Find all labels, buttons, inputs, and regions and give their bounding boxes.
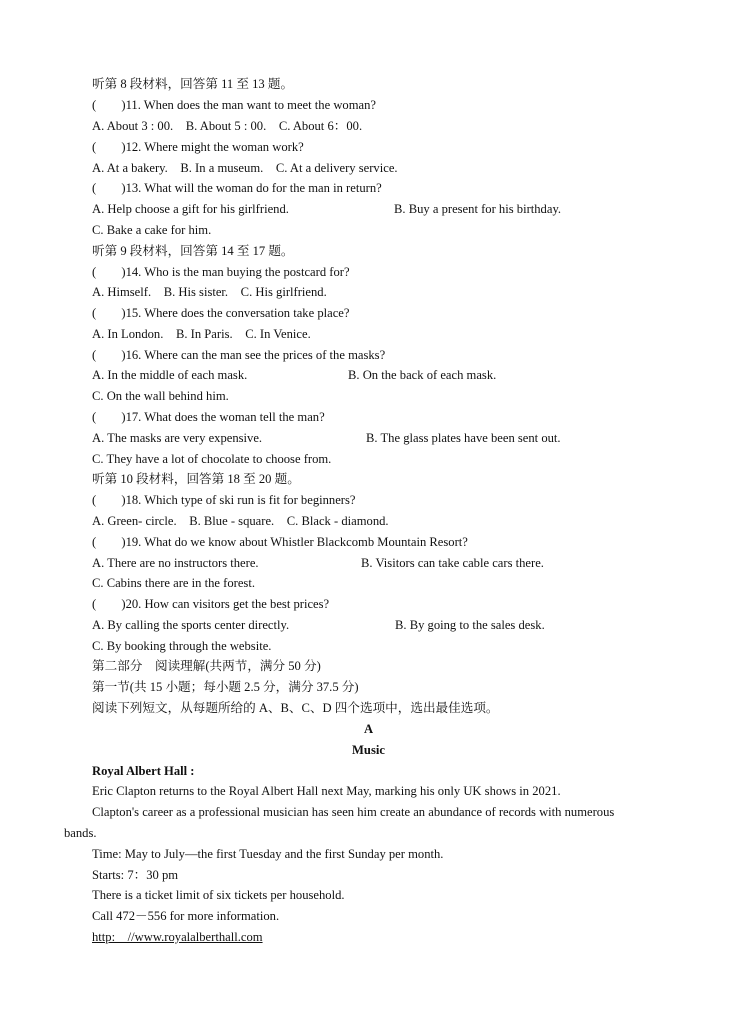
question-19-option-b: B. Visitors can take cable cars there.: [361, 556, 544, 570]
question-15-options: A. In London. B. In Paris. C. In Venice.: [92, 327, 311, 341]
time-info: Time: May to July—the first Tuesday and the first Sunday per month.: [92, 847, 444, 861]
section-one-title: 第一节(共 15 小题；每小题 2.5 分，满分 37.5 分): [92, 680, 359, 694]
part-two-title: 第二部分 阅读理解(共两节，满分 50 分): [92, 659, 321, 673]
website-link[interactable]: http: //www.royalalberthall.com: [92, 930, 263, 944]
question-20-option-a: A. By calling the sports center directly.: [92, 618, 290, 632]
section-9-heading: 听第 9 段材料，回答第 14 至 17 题。: [92, 244, 294, 258]
section-10-heading: 听第 10 段材料，回答第 18 至 20 题。: [92, 472, 300, 486]
question-13: ( )13. What will the woman do for the man in return?: [92, 181, 382, 195]
passage-letter: A: [363, 722, 374, 736]
question-12-options: A. At a bakery. B. In a museum. C. At a delivery service.: [92, 161, 398, 175]
question-13-option-b: B. Buy a present for his birthday.: [394, 202, 562, 216]
question-14: ( )14. Who is the man buying the postcard for?: [92, 265, 350, 279]
question-20-option-c: C. By booking through the website.: [92, 639, 272, 653]
question-16-option-a: A. In the middle of each mask.: [92, 368, 248, 382]
question-16-option-c: C. On the wall behind him.: [92, 389, 229, 403]
passage-title: Music: [352, 743, 385, 757]
question-11-options: A. About 3 : 00. B. About 5 : 00. C. About 6：00.: [92, 119, 363, 133]
question-17: ( )17. What does the woman tell the man?: [92, 410, 325, 424]
question-18: ( )18. Which type of ski run is fit for beginners?: [92, 493, 356, 507]
question-16: ( )16. Where can the man see the prices of the masks?: [92, 348, 386, 362]
question-20: ( )20. How can visitors get the best prices?: [92, 597, 330, 611]
question-19-option-a: A. There are no instructors there.: [92, 556, 259, 570]
question-17-option-a: A. The masks are very expensive.: [92, 431, 263, 445]
paragraph-1: Eric Clapton returns to the Royal Albert Hall next May, marking his only UK shows in 2021.: [92, 784, 561, 798]
question-19: ( )19. What do we know about Whistler Blackcomb Mountain Resort?: [92, 535, 468, 549]
reading-instruction: 阅读下列短文，从每题所给的 A、B、C、D 四个选项中，选出最佳选项。: [92, 701, 499, 715]
question-17-option-b: B. The glass plates have been sent out.: [366, 431, 561, 445]
paragraph-2-line-2: bands.: [64, 826, 97, 840]
question-14-options: A. Himself. B. His sister. C. His girlfriend.: [92, 285, 327, 299]
question-17-option-c: C. They have a lot of chocolate to choose from.: [92, 452, 332, 466]
venue-heading: Royal Albert Hall :: [92, 764, 195, 778]
start-time: Starts: 7：30 pm: [92, 868, 179, 882]
question-20-option-b: B. By going to the sales desk.: [395, 618, 545, 632]
ticket-limit: There is a ticket limit of six tickets per household.: [92, 888, 345, 902]
question-15: ( )15. Where does the conversation take place?: [92, 306, 350, 320]
question-13-option-c: C. Bake a cake for him.: [92, 223, 212, 237]
question-11: ( )11. When does the man want to meet the woman?: [92, 98, 376, 112]
question-16-option-b: B. On the back of each mask.: [348, 368, 497, 382]
question-12: ( )12. Where might the woman work?: [92, 140, 304, 154]
question-18-options: A. Green- circle. B. Blue - square. C. Black - diamond.: [92, 514, 389, 528]
section-8-heading: 听第 8 段材料，回答第 11 至 13 题。: [92, 77, 294, 91]
paragraph-2-line-1: Clapton's career as a professional musician has seen him create an abundance of records with numerous: [92, 805, 615, 819]
question-13-option-a: A. Help choose a gift for his girlfriend.: [92, 202, 289, 216]
question-19-option-c: C. Cabins there are in the forest.: [92, 576, 255, 590]
phone-info: Call 472－556 for more information.: [92, 909, 280, 923]
